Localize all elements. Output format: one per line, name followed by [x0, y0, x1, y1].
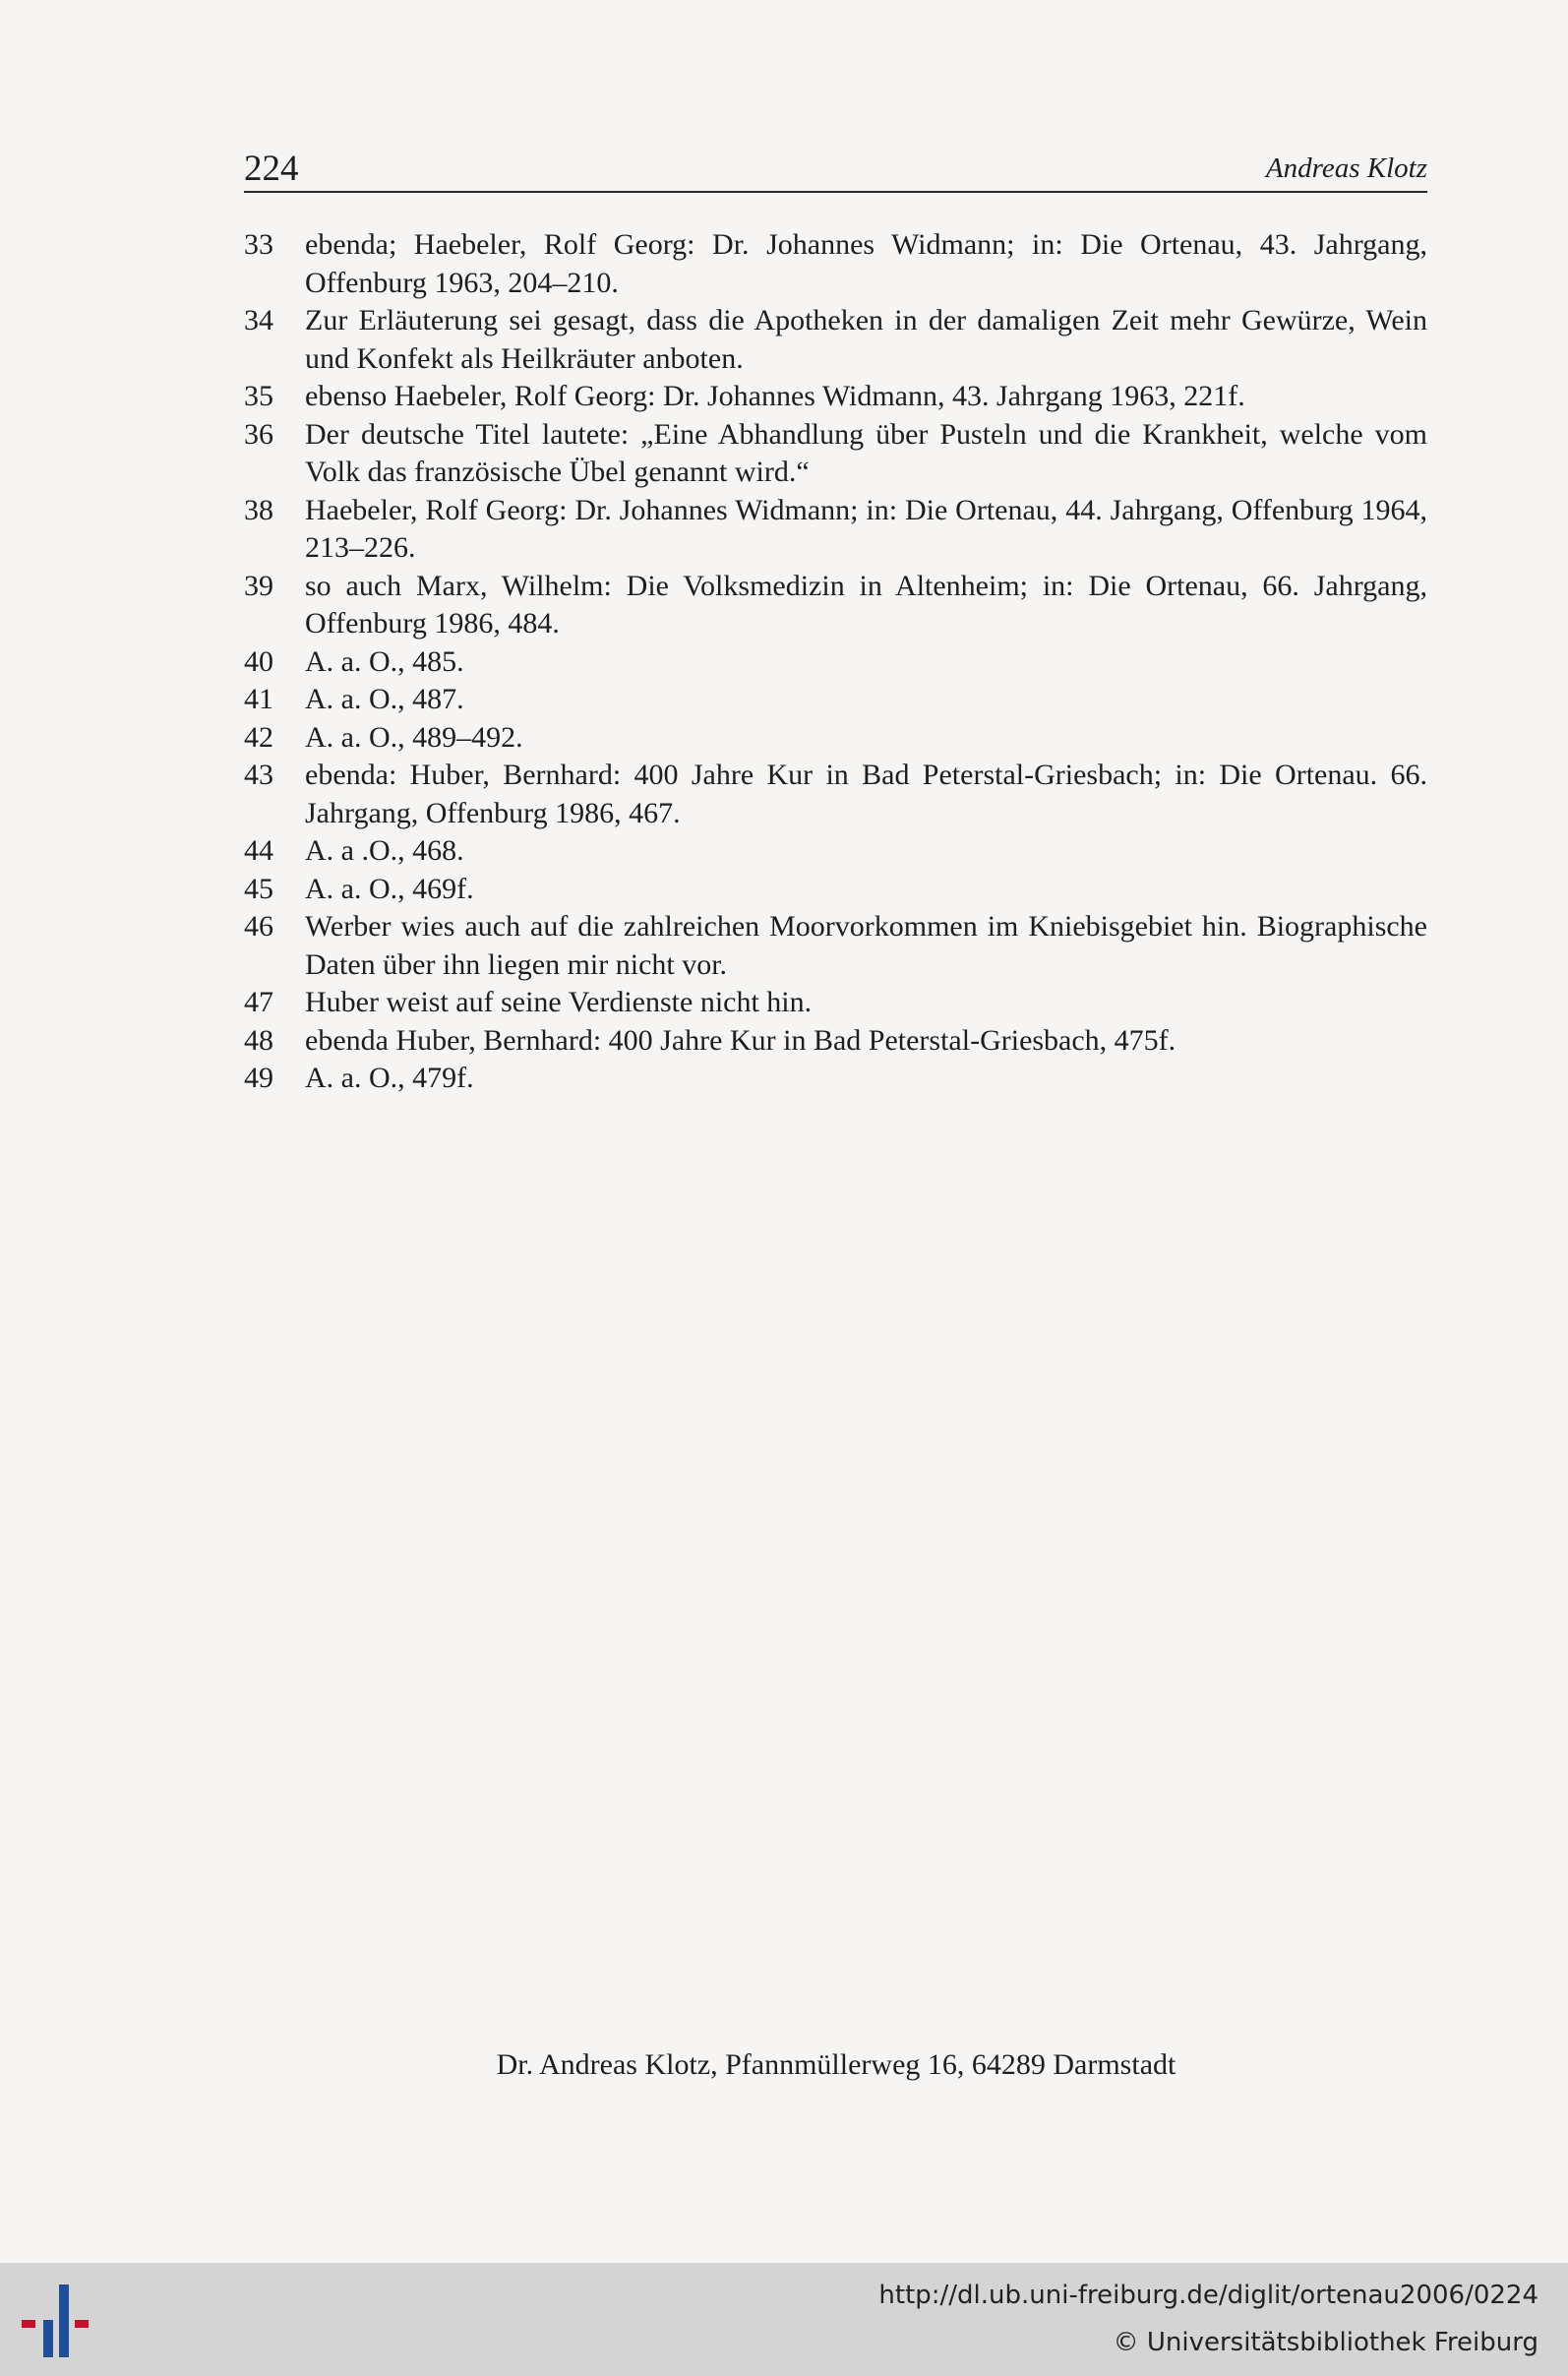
author-address: Dr. Andreas Klotz, Pfannmüllerweg 16, 64289 Darmstadt: [496, 2048, 1176, 2081]
footnote-item: [244, 984, 1427, 1022]
footnote-text: Der deutsche Titel lautete: „Eine Abhandlung über Pusteln und die Krankheit, welche vom Volk das französische Übel genannt wird.“: [305, 417, 1427, 488]
footnote-number: 34: [244, 304, 273, 336]
footnote-text: ebenso Haebeler, Rolf Georg: Dr. Johannes Widmann, 43. Jahrgang 1963, 221f.: [305, 380, 1245, 412]
footnote-text: A. a. O., 469f.: [305, 872, 474, 905]
page-number: 224: [244, 149, 299, 189]
footnote-item: [244, 226, 1427, 302]
footnote-item: [244, 416, 1427, 492]
footnote-item: [244, 492, 1427, 568]
footnote-item: [244, 719, 1427, 758]
page-header: [244, 140, 1427, 193]
footnote-text: Zur Erläuterung sei gesagt, dass die Apotheken in der damaligen Zeit mehr Gewürze, Wein und Konfekt als Heilkräuter anboten.: [305, 304, 1427, 375]
footnote-number: 36: [244, 417, 273, 451]
footnote-number: 44: [244, 834, 273, 867]
footnote-number: 33: [244, 228, 273, 261]
footnote-number: 38: [244, 493, 273, 526]
footnote-text: ebenda; Haebeler, Rolf Georg: Dr. Johannes Widmann; in: Die Ortenau, 43. Jahrgang, Offenburg 1963, 204–210.: [305, 228, 1427, 299]
footnote-item: [244, 757, 1427, 832]
footnote-number: 35: [244, 380, 273, 412]
footnote-text: A. a. O., 485.: [305, 644, 464, 678]
footnote-item: [244, 378, 1427, 416]
footnote-item: [244, 908, 1427, 984]
copyright-notice: © Universitätsbibliothek Freiburg: [1113, 2328, 1538, 2357]
footnote-number: 41: [244, 683, 273, 715]
footnote-number: 45: [244, 872, 273, 905]
footnote-item: [244, 643, 1427, 682]
footnote-number: 46: [244, 910, 273, 943]
footnote-item: [244, 302, 1427, 378]
footnote-text: A. a. O., 479f.: [305, 1062, 474, 1094]
footnote-item: [244, 871, 1427, 909]
ub-freiburg-logo-icon: [18, 2281, 96, 2363]
footnote-number: 49: [244, 1062, 273, 1094]
footnote-text: A. a .O., 468.: [305, 834, 464, 867]
footnote-text: A. a. O., 487.: [305, 683, 464, 715]
footnote-number: 40: [244, 644, 273, 678]
footnote-text: A. a. O., 489–492.: [305, 720, 523, 754]
footnote-text: Haebeler, Rolf Georg: Dr. Johannes Widmann; in: Die Ortenau, 44. Jahrgang, Offenburg 1964, 213–226.: [305, 493, 1427, 564]
footnote-number: 39: [244, 569, 273, 602]
source-url-link[interactable]: http://dl.ub.uni-freiburg.de/diglit/ortenau2006/0224: [878, 2281, 1538, 2310]
footnote-number: 47: [244, 986, 273, 1018]
footnote-number: 43: [244, 759, 273, 791]
footnote-number: 42: [244, 720, 273, 754]
footnote-text: Huber weist auf seine Verdienste nicht hin.: [305, 986, 813, 1018]
footnote-item: [244, 681, 1427, 719]
footnote-text: ebenda Huber, Bernhard: 400 Jahre Kur in Bad Peterstal-Griesbach, 475f.: [305, 1023, 1176, 1057]
running-head-author: Andreas Klotz: [1265, 152, 1427, 184]
footnote-text: so auch Marx, Wilhelm: Die Volksmedizin in Altenheim; in: Die Ortenau, 66. Jahrgang, Offenburg 1986, 484.: [305, 569, 1427, 640]
footnote-item: [244, 1060, 1427, 1098]
footnote-text: Werber wies auch auf die zahlreichen Moorvorkommen im Kniebisgebiet hin. Biographische Daten über ihn liegen mir nicht vor.: [305, 910, 1427, 981]
footnote-text: ebenda: Huber, Bernhard: 400 Jahre Kur in Bad Peterstal-Griesbach; in: Die Ortenau. 66. Jahrgang, Offenburg 1986, 467.: [305, 759, 1427, 829]
library-footer-bar: [0, 2263, 1568, 2376]
footnote-item: [244, 568, 1427, 643]
footnote-item: [244, 832, 1427, 871]
footnote-number: 48: [244, 1023, 273, 1057]
footnote-list: [244, 226, 1427, 1098]
footnote-item: [244, 1022, 1427, 1061]
